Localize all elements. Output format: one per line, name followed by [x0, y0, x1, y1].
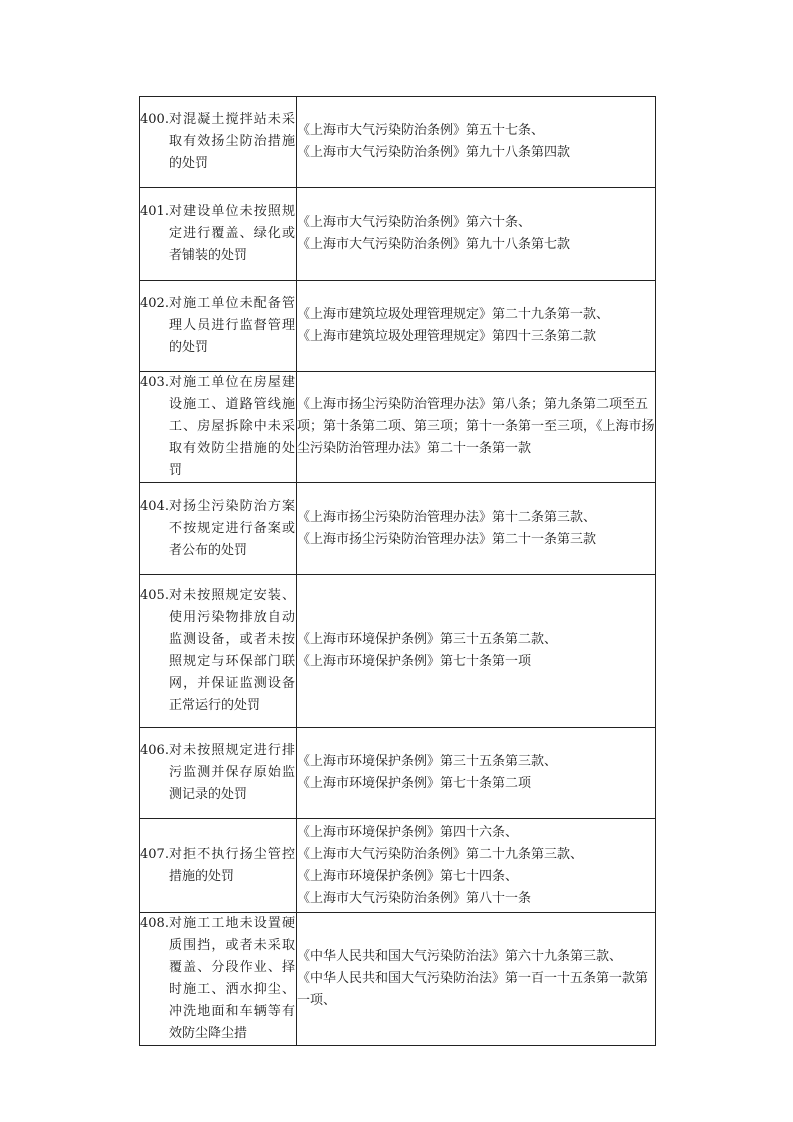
item-number: 401.: [140, 204, 169, 219]
table-row: [140, 188, 656, 281]
legal-basis-cell: [297, 483, 656, 575]
legal-basis-line: 《上海市大气污染防治条例》第八十一条: [297, 890, 532, 906]
penalty-items-table: [139, 96, 656, 1046]
item-title-cell: [140, 281, 297, 372]
legal-basis-line: 《中华人民共和国大气污染防治法》第一百一十五条第一款第一项、: [297, 971, 649, 1008]
legal-basis-line: 《上海市环境保护条例》第四十六条、: [297, 824, 519, 840]
legal-basis-line: 《上海市环境保护条例》第七十条第一项: [297, 654, 532, 669]
legal-basis-line: 《上海市建筑垃圾处理管理规定》第四十三条第二款: [297, 329, 597, 344]
legal-basis-line: 《上海市扬尘污染防治管理办法》第八条；第九条第二项至五项；第十条第二项、第三项；第十一条第一至三项，《上海市扬尘污染防治管理办法》第二十一条第一款: [297, 397, 655, 456]
legal-basis-line: 《上海市环境保护条例》第七十条第二项: [297, 776, 532, 791]
legal-basis-cell: [297, 728, 656, 819]
item-number: 407.: [140, 846, 169, 862]
item-title-cell: [140, 97, 297, 188]
item-title: 对拒不执行扬尘管控措施的处罚: [168, 846, 295, 884]
item-number: 402.: [140, 296, 169, 311]
legal-basis-cell: [297, 913, 656, 1046]
legal-basis-line: 《上海市环境保护条例》第三十五条第三款、: [297, 754, 558, 769]
table-row: [140, 913, 656, 1046]
table-row: [140, 483, 656, 575]
item-number: 404.: [140, 498, 169, 514]
item-title-cell: [140, 188, 297, 281]
legal-basis-line: 《上海市大气污染防治条例》第六十条、: [297, 215, 532, 230]
table-row: [140, 575, 656, 728]
legal-basis-cell: [297, 281, 656, 372]
item-title-cell: [140, 372, 297, 483]
item-title: 对混凝土搅拌站未采取有效扬尘防治措施的处罚: [168, 112, 295, 171]
item-title-cell: [140, 913, 297, 1046]
legal-basis-line: 《上海市大气污染防治条例》第五十七条、: [297, 123, 545, 138]
item-title: 对建设单位未按照规定进行覆盖、绿化或者铺装的处罚: [168, 204, 295, 263]
item-number: 403.: [140, 375, 169, 390]
item-title: 对施工单位在房屋建设施工、道路管线施工、房屋拆除中未采取有效防尘措施的处罚: [168, 375, 295, 478]
item-number: 408.: [140, 916, 169, 931]
item-title-cell: [140, 575, 297, 728]
legal-basis-line: 《上海市环境保护条例》第三十五条第二款、: [297, 632, 558, 647]
item-number: 405.: [140, 588, 169, 603]
table-row: [140, 281, 656, 372]
item-title: 对扬尘污染防治方案不按规定进行备案或者公布的处罚: [168, 498, 295, 558]
item-title: 对未按照规定进行排污监测并保存原始监测记录的处罚: [168, 743, 295, 802]
table-row: [140, 97, 656, 188]
legal-basis-line: 《上海市环境保护条例》第七十四条、: [297, 868, 519, 884]
item-title: 对施工工地未设置硬质围挡，或者未采取覆盖、分段作业、择时施工、洒水抑尘、冲洗地面和车辆等有效防尘降尘措: [168, 916, 295, 1041]
item-title-cell: [140, 483, 297, 575]
item-title: 对未按照规定安装、使用污染物排放自动监测设备，或者未按照规定与环保部门联网，并保证监测设备正常运行的处罚: [168, 588, 295, 713]
legal-basis-cell: [297, 372, 656, 483]
item-title-cell: [140, 728, 297, 819]
legal-basis-line: 《上海市扬尘污染防治管理办法》第二十一条第三款: [297, 531, 597, 547]
table-row: [140, 819, 656, 913]
legal-basis-line: 《上海市扬尘污染防治管理办法》第十二条第三款、: [297, 509, 597, 525]
item-number: 400.: [140, 112, 169, 127]
item-title-cell: [140, 819, 297, 913]
table-row: [140, 728, 656, 819]
legal-basis-line: 《中华人民共和国大气污染防治法》第六十九条第三款、: [297, 949, 623, 964]
legal-basis-cell: [297, 97, 656, 188]
legal-basis-line: 《上海市大气污染防治条例》第九十八条第四款: [297, 145, 571, 160]
table-row: [140, 372, 656, 483]
legal-basis-line: 《上海市大气污染防治条例》第二十九条第三款、: [297, 846, 584, 862]
legal-basis-cell: [297, 575, 656, 728]
item-title: 对施工单位未配备管理人员进行监督管理的处罚: [168, 296, 295, 355]
legal-basis-cell: [297, 819, 656, 913]
legal-basis-cell: [297, 188, 656, 281]
legal-basis-line: 《上海市建筑垃圾处理管理规定》第二十九条第一款、: [297, 307, 610, 322]
item-number: 406.: [140, 743, 169, 758]
legal-basis-line: 《上海市大气污染防治条例》第九十八条第七款: [297, 237, 571, 252]
